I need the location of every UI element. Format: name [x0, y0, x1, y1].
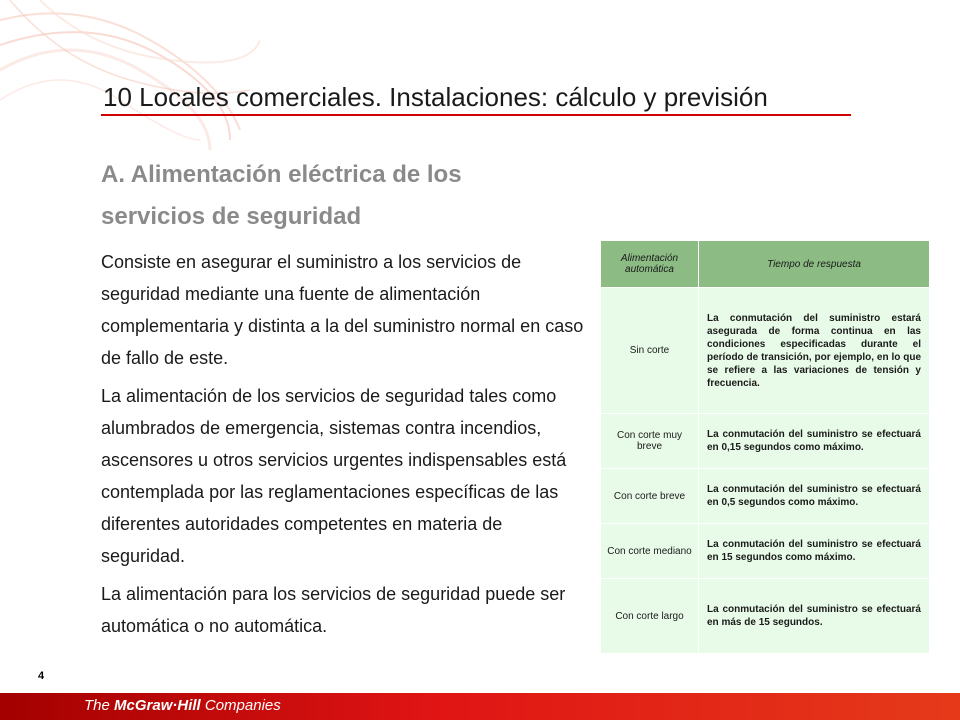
section-heading-line-1: A. Alimentación eléctrica de los — [101, 161, 462, 188]
table-header-alimentacion: Alimentación automática — [601, 241, 699, 288]
body-text — [101, 246, 591, 648]
publisher-logo — [84, 697, 281, 714]
table-cell-desc: La conmutación del suministro se efectuará en 0,15 segundos como máximo. — [699, 414, 930, 469]
section-heading-line-2: servicios de seguridad — [101, 203, 362, 230]
page-title: 10 Locales comerciales. Instalaciones: cálculo y previsión — [103, 82, 768, 112]
logo-the: The — [84, 697, 115, 714]
table-row — [601, 469, 930, 524]
title-underline — [101, 114, 851, 116]
logo-brand: McGraw·Hill — [114, 697, 201, 714]
body-paragraph: La alimentación de los servicios de seguridad tales como alumbrados de emergencia, sistemas contra incendios, ascensores u otros servicios urgentes indispensables está contemplada por las reglamentaciones específicas de las diferentes autoridades competentes en materia de seguridad. — [101, 386, 567, 566]
table-cell-desc: La conmutación del suministro se efectuará en 15 segundos como máximo. — [699, 524, 930, 579]
table-cell-type: Con corte mediano — [601, 524, 699, 579]
body-paragraph: La alimentación para los servicios de seguridad puede ser automática o no automática. — [101, 584, 566, 636]
table-cell-type: Sin corte — [601, 288, 699, 414]
section-heading — [101, 154, 581, 238]
table-row — [601, 579, 930, 654]
table-header-tiempo: Tiempo de respuesta — [699, 241, 930, 288]
table-cell-desc: La conmutación del suministro se efectuará en 0,5 segundos como máximo. — [699, 469, 930, 524]
table-row — [601, 414, 930, 469]
logo-companies: Companies — [200, 697, 281, 714]
page-number: 4 — [38, 670, 45, 682]
footer-bar — [0, 693, 960, 720]
table-cell-type: Con corte muy breve — [601, 414, 699, 469]
table-cell-type: Con corte largo — [601, 579, 699, 654]
table-row — [601, 288, 930, 414]
table-row — [601, 524, 930, 579]
decorative-swirl-graphic — [0, 0, 260, 150]
table-header-row — [601, 241, 930, 288]
table-cell-desc: La conmutación del suministro estará asegurada de forma continua en las condiciones especificadas durante el período de transición, por ejemplo, en lo que se refiere a las variaciones de tensión y frecuencia. — [699, 288, 930, 414]
response-time-table — [600, 240, 930, 654]
table-cell-type: Con corte breve — [601, 469, 699, 524]
body-paragraph: Consiste en asegurar el suministro a los servicios de seguridad mediante una fuente de alimentación complementaria y distinta a la del suministro normal en caso de fallo de este. — [101, 252, 584, 368]
table-cell-desc: La conmutación del suministro se efectuará en más de 15 segundos. — [699, 579, 930, 654]
